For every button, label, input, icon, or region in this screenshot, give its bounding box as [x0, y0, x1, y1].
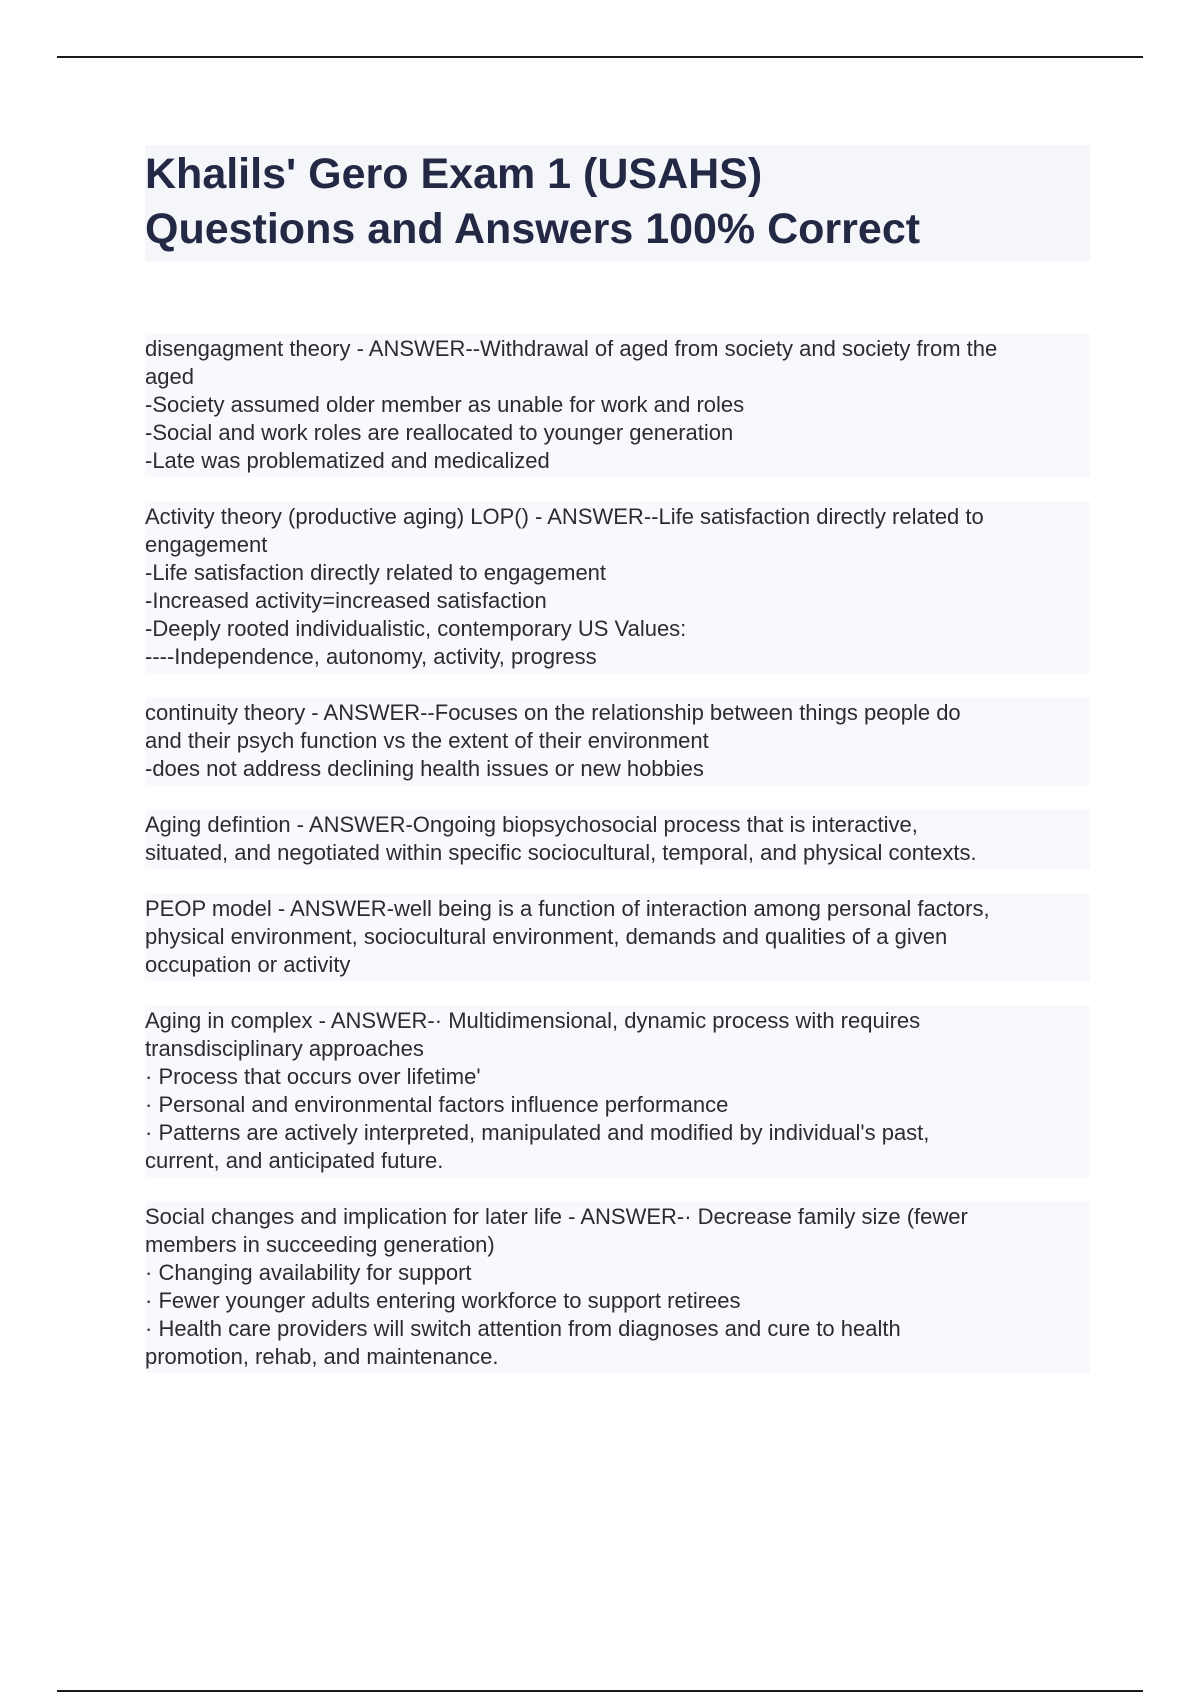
qa-entry-social-changes — [145, 1201, 1090, 1373]
qa-line: -Social and work roles are reallocated to younger generation — [145, 420, 734, 445]
qa-line: · Fewer younger adults entering workforce to support retirees — [145, 1288, 741, 1313]
qa-line: Aging defintion - ANSWER-Ongoing biopsychosocial process that is interactive, — [145, 812, 918, 837]
qa-line: · Process that occurs over lifetime' — [145, 1064, 481, 1089]
document-title-block — [145, 145, 1090, 261]
qa-line: -Increased activity=increased satisfaction — [145, 588, 547, 613]
qa-line: ----Independence, autonomy, activity, progress — [145, 644, 597, 669]
qa-entry-aging-definition — [145, 809, 1090, 869]
qa-line: · Personal and environmental factors influence performance — [145, 1092, 729, 1117]
qa-line: physical environment, sociocultural environment, demands and qualities of a given — [145, 924, 948, 949]
qa-entry-continuity-theory — [145, 697, 1090, 785]
qa-entry-peop-model — [145, 893, 1090, 981]
qa-line: -Deeply rooted individualistic, contemporary US Values: — [145, 616, 687, 641]
qa-line: Aging in complex - ANSWER-· Multidimensional, dynamic process with requires — [145, 1008, 921, 1033]
title-line: Questions and Answers 100% Correct — [145, 205, 921, 253]
qa-line: -Society assumed older member as unable for work and roles — [145, 392, 745, 417]
qa-entry-disengagement-theory — [145, 333, 1090, 477]
qa-entry-activity-theory — [145, 501, 1090, 673]
qa-line: · Health care providers will switch attention from diagnoses and cure to health — [145, 1316, 901, 1341]
qa-line: engagement — [145, 532, 268, 557]
qa-line: members in succeeding generation) — [145, 1232, 495, 1257]
qa-line: · Changing availability for support — [145, 1260, 472, 1285]
qa-line: transdisciplinary approaches — [145, 1036, 424, 1061]
top-divider — [57, 56, 1143, 58]
qa-line: PEOP model - ANSWER-well being is a function of interaction among personal factors, — [145, 896, 990, 921]
title-line: Khalils' Gero Exam 1 (USAHS) — [145, 150, 763, 198]
qa-line: current, and anticipated future. — [145, 1148, 444, 1173]
qa-line: Social changes and implication for later life - ANSWER-· Decrease family size (fewer — [145, 1204, 968, 1229]
qa-entry-aging-in-complex — [145, 1005, 1090, 1177]
qa-line: situated, and negotiated within specific sociocultural, temporal, and physical contexts. — [145, 840, 977, 865]
document-body — [145, 145, 1090, 1397]
qa-line: aged — [145, 364, 194, 389]
qa-line: · Patterns are actively interpreted, manipulated and modified by individual's past, — [145, 1120, 930, 1145]
qa-line: -Late was problematized and medicalized — [145, 448, 550, 473]
qa-line: promotion, rehab, and maintenance. — [145, 1344, 499, 1369]
qa-line: -Life satisfaction directly related to engagement — [145, 560, 607, 585]
qa-line: Activity theory (productive aging) LOP() - ANSWER--Life satisfaction directly related to — [145, 504, 984, 529]
qa-line: disengagment theory - ANSWER--Withdrawal of aged from society and society from the — [145, 336, 998, 361]
qa-line: -does not address declining health issues or new hobbies — [145, 756, 704, 781]
bottom-divider — [57, 1690, 1143, 1692]
qa-line: occupation or activity — [145, 952, 351, 977]
qa-line: continuity theory - ANSWER--Focuses on the relationship between things people do — [145, 700, 961, 725]
document-title — [145, 147, 1080, 257]
qa-line: and their psych function vs the extent of their environment — [145, 728, 709, 753]
